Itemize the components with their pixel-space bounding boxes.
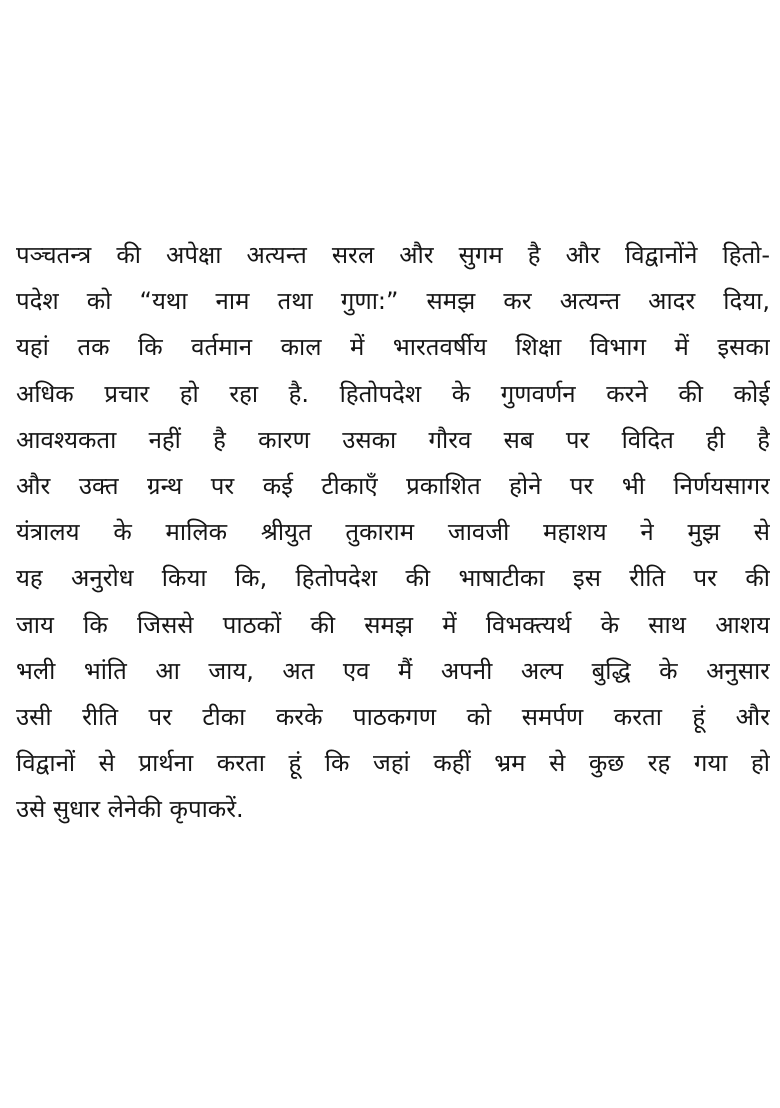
text-line-8: यह अनुरोध किया कि, हितोपदेश की भाषाटीका इस रीति पर की [16,564,770,593]
text-line-2: पदेश को “यथा नाम तथा गुणा:” समझ कर अत्यन्त आदर दिया, [16,287,770,316]
text-line-5: आवश्यकता नहीं है कारण उसका गौरव सब पर विदित ही है [16,425,770,454]
text-line-3: यहां तक कि वर्तमान काल में भारतवर्षीय शिक्षा विभाग में इसका [16,333,770,362]
text-line-10: भली भांति आ जाय, अत एव मैं अपनी अल्प बुद्धि के अनुसार [16,656,770,685]
text-line-12: विद्वानों से प्रार्थना करता हूं कि जहां कहीं भ्रम से कुछ रह गया हो [16,749,770,778]
text-line-11: उसी रीति पर टीका करके पाठकगण को समर्पण करता हूं और [16,702,770,731]
preface-paragraph [16,232,770,832]
text-line-4: अधिक प्रचार हो रहा है. हितोपदेश के गुणवर्णन करने की कोई [16,379,770,408]
text-line-7: यंत्रालय के मालिक श्रीयुत तुकाराम जावजी महाशय ने मुझ से [16,518,770,547]
text-line-13: उसे सुधार लेनेकी कृपाकरें. [16,795,244,824]
text-line-1: पञ्चतन्त्र की अपेक्षा अत्यन्त सरल और सुगम है और विद्वानोंने हितो- [16,241,770,269]
text-line-6: और उक्त ग्रन्थ पर कई टीकाएँ प्रकाशित होने पर भी निर्णयसागर [16,471,770,500]
text-line-9: जाय कि जिससे पाठकों की समझ में विभक्त्यर्थ के साथ आशय [16,610,770,639]
